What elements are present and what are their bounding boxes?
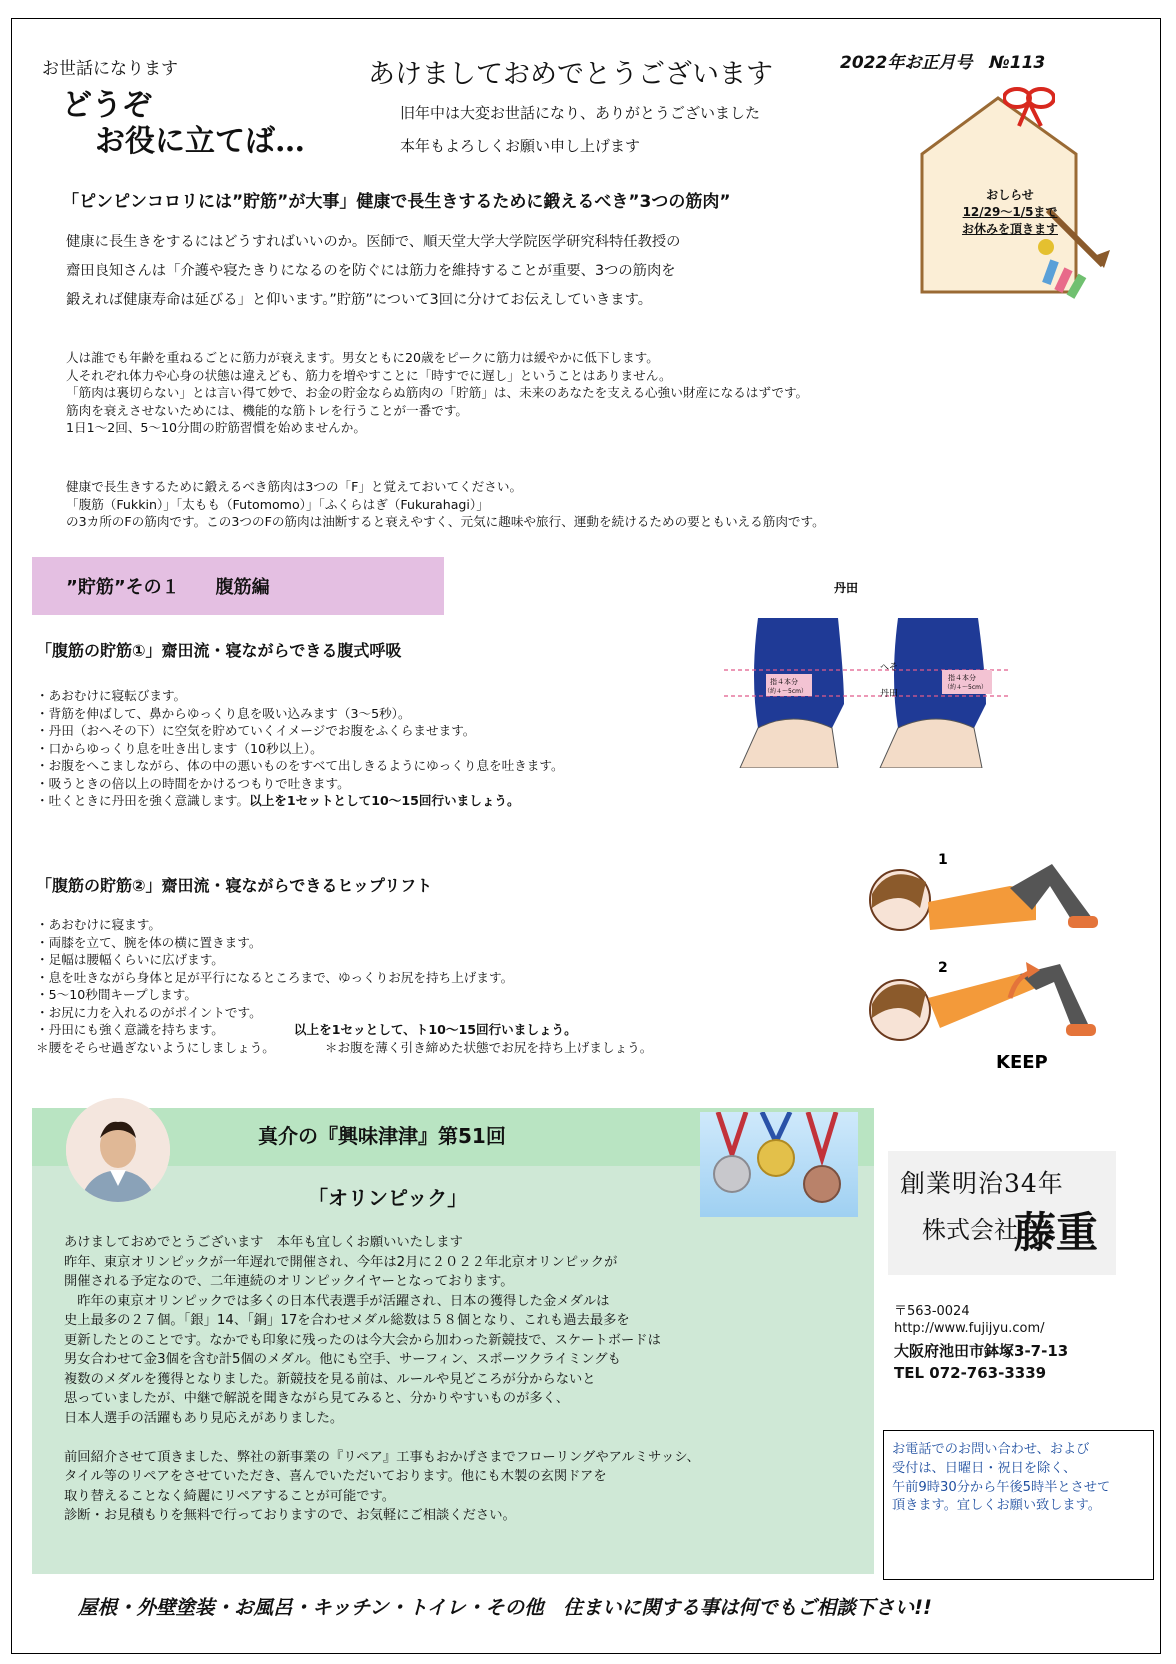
- paragraph-line: 1日1～2回、5～10分間の貯筋習慣を始めませんか。: [66, 420, 366, 435]
- contact-hours-box: [883, 1430, 1154, 1580]
- notice-dates: 12/29～1/5まで: [962, 205, 1058, 219]
- list-item: ・丹田（おへその下）に空気を貯めていくイメージでお腹をふくらませます。: [36, 723, 476, 738]
- list-item: [36, 1039, 652, 1057]
- column-line: [64, 1428, 700, 1448]
- article-headline: 「ピンピンコロリには”貯筋”が大事」健康で長生きするために鍛えるべき”3つの筋肉”: [62, 192, 731, 212]
- step-1-number: 1: [938, 852, 948, 868]
- medal-image: [700, 1112, 858, 1217]
- paragraph-line: 「腹筋（Fukkin）」「太もも（Futomomo）」「ふくらはぎ（Fukurahagi）」: [66, 496, 489, 512]
- finger-size-left: （約４～5cm）: [764, 688, 807, 695]
- column-line: 取り替えることなく綺麗にリペアすることが可能です。: [64, 1488, 396, 1504]
- column-line: 昨年、東京オリンピックが一年遅れで開催され、今年は2月に２０２２年北京オリンピックが: [64, 1254, 618, 1270]
- finger-size-right: （約４～5cm）: [944, 684, 987, 691]
- danden-title: 丹田: [834, 581, 859, 595]
- finger-label-right: 指４本分: [948, 674, 976, 682]
- danden-label: 丹田: [880, 689, 899, 699]
- column-line: タイル等のリペアをさせていただき、喜んでいただいております。他にも木製の玄関ドアを: [64, 1469, 607, 1484]
- list-item: ・5～10秒間キープします。: [36, 987, 197, 1002]
- article-intro: [66, 228, 680, 315]
- exercise-1-title: 「腹筋の貯筋①」齋田流・寝ながらできる腹式呼吸: [36, 641, 402, 660]
- danden-figure: [720, 578, 1040, 772]
- exercise-1-list: [36, 687, 564, 810]
- paragraph-line: 「筋肉は裏切らない」とは言い得て妙で、お金の貯金ならぬ筋肉の「貯筋」は、未来のあなたを支える心強い財産になるはずです。: [66, 385, 809, 400]
- greeting-line-2: 本年もよろしくお願い申し上げます: [400, 137, 641, 155]
- logo-name: 藤重: [1014, 1208, 1099, 1257]
- list-item: ・あおむけに寝転びます。: [36, 688, 187, 703]
- list-item: [36, 792, 564, 810]
- column-line: 診断・お見積もりを無料で行っておりますので、お気軽にご相談ください。: [64, 1508, 516, 1523]
- medals-icon: [700, 1112, 858, 1217]
- ribbon-icon: [1003, 84, 1055, 128]
- section-title: ”貯筋”その１ 腹筋編: [66, 577, 270, 598]
- column-line: 前回紹介させて頂きました、弊社の新事業の『リペア』工事もおかげさまでフローリングやアルミサッシ、: [64, 1449, 700, 1465]
- column-line: 開催される予定なので、二年連続のオリンピックイヤーとなっております。: [64, 1274, 514, 1289]
- issue-number: 2022年お正月号 №113: [840, 53, 1046, 73]
- caution-note: ＊お腹を薄く引き締めた状態でお尻を持ち上げましょう。: [324, 1039, 653, 1055]
- list-item: ・あおむけに寝ます。: [36, 917, 161, 932]
- column-line: 思っていましたが、中継で解説を聞きながら見てみると、分かりやすいものが多く、: [64, 1391, 570, 1406]
- handwritten-greeting-1: お世話になります: [42, 59, 178, 79]
- logo-founding: 創業明治34年: [900, 1169, 1064, 1198]
- column-line: 史上最多の２７個。「銀」14、「銅」17を合わせメダル総数は５８個となり、これも過去最多を: [64, 1313, 630, 1328]
- company-tel: TEL 072-763-3339: [894, 1364, 1047, 1382]
- article-paragraph-1: [66, 349, 808, 437]
- column-line: 日本人選手の活躍もあり見応えがありました。: [64, 1410, 344, 1426]
- page-title: あけましておめでとうございます: [368, 59, 773, 90]
- keep-label: KEEP: [996, 1052, 1048, 1073]
- company-zip: 〒563-0024: [894, 1304, 970, 1319]
- heso-label: へそ: [880, 663, 899, 673]
- caution-note: ＊腰をそらせ過ぎないようにしましょう。: [36, 1039, 275, 1055]
- list-item: ・口からゆっくり息を吐き出します（10秒以上）。: [36, 740, 323, 756]
- company-address: 大阪府池田市鉢塚3-7-13: [894, 1342, 1069, 1360]
- list-item: ・吸うときの倍以上の時間をかけるつもりで吐きます。: [36, 775, 350, 791]
- hip-lift-illustration: [860, 848, 1120, 1082]
- footer-slogan: 屋根・外壁塗装・お風呂・キッチン・トイレ・その他 住まいに関する事は何でもご相談下さい!!: [78, 1596, 932, 1619]
- company-url[interactable]: http://www.fujijyu.com/: [894, 1321, 1045, 1336]
- column-line: 男女合わせて金3個を含む計5個のメダル。他にも空手、サーフィン、スポーツクライミングも: [64, 1352, 621, 1367]
- list-item: ・背筋を伸ばして、鼻からゆっくり息を吸い込みます（3～5秒）。: [36, 705, 411, 721]
- exercise-2-title: 「腹筋の貯筋②」齋田流・寝ながらできるヒップリフト: [36, 876, 433, 895]
- list-item: ・足幅は腰幅くらいに広げます。: [36, 952, 224, 967]
- greeting-line-1: 旧年中は大変お世話になり、ありがとうございました: [400, 104, 761, 122]
- column-body: [64, 1233, 700, 1526]
- repetition-note: 以上を1セッとして、ト10～15回行いましょう。: [293, 1022, 577, 1037]
- section-band: [32, 557, 444, 615]
- list-item-text: ・丹田にも強く意識を持ちます。: [36, 1022, 224, 1037]
- column-title: 真介の『興味津津』第51回: [258, 1124, 506, 1148]
- intro-line: 齋田良知さんは「介護や寝たきりになるのを防ぐには筋力を維持することが重要、3つの筋肉を: [66, 263, 676, 279]
- list-item: ・お腹をへこましながら、体の中の悪いものをすべて出しきるようにゆっくり息を吐きます。: [36, 758, 564, 773]
- intro-line: 健康に長生きをするにはどうすればいいのか。医師で、順天堂大学大学院医学研究科特任教授の: [66, 234, 681, 250]
- column-line: 昨年の東京オリンピックでは多くの日本代表選手が活躍され、日本の獲得した金メダルは: [64, 1293, 610, 1309]
- ema-ribbon: [1003, 84, 1055, 132]
- handwritten-greeting-3: お役に立てば…: [95, 124, 305, 159]
- paragraph-line: の3カ所のFの筋肉です。この3つのFの筋肉は油断すると衰えやすく、元気に趣味や旅行、運動を続けるための要ともいえる筋肉です。: [66, 514, 825, 529]
- exercise-figure: [860, 848, 1120, 1078]
- repetition-note: 以上を1セットとして10～15回行いましょう。: [249, 793, 520, 808]
- intro-line: 鍛えれば健康寿命は延びる」と仰います。”貯筋”について3回に分けてお伝えしていきます。: [66, 292, 653, 308]
- column-line: 更新したとのことです。なかでも印象に残ったのは今大会から加わった新競技で、スケートボードは: [64, 1332, 661, 1348]
- column-line: あけましておめでとうございます 本年も宜しくお願いいたします: [64, 1235, 463, 1250]
- list-item: ・息を吐きながら身体と足が平行になるところまで、ゆっくりお尻を持ち上げます。: [36, 969, 514, 985]
- person-icon: [66, 1098, 170, 1202]
- handwritten-greeting-2: どうぞ: [62, 88, 152, 123]
- column-line: 複数のメダルを獲得となりました。新競技を見る前は、ルールや見どころが分からないと: [64, 1371, 596, 1387]
- finger-label-left: 指４本分: [770, 678, 798, 686]
- paragraph-line: 人は誰でも年齢を重ねるごとに筋力が衰えます。男女ともに20歳をピークに筋力は緩やかに低下します。: [66, 350, 659, 365]
- step-2-number: 2: [938, 960, 948, 976]
- torso-illustration: [720, 578, 1040, 768]
- column-subtitle: 「オリンピック」: [308, 1186, 468, 1210]
- exercise-2-list: [36, 916, 652, 1056]
- paragraph-line: 筋肉を衰えさせないためには、機能的な筋トレを行うことが一番です。: [66, 402, 468, 418]
- notice-text: [950, 186, 1070, 237]
- list-item-text: ・吐くときに丹田を強く意識します。: [36, 793, 250, 808]
- contact-line: 受付は、日曜日・祝日を除く、: [892, 1460, 1077, 1476]
- list-item: ・お尻に力を入れるのがポイントです。: [36, 1004, 262, 1020]
- author-avatar: [66, 1098, 170, 1202]
- paragraph-line: 人それぞれ体力や心身の状態は違えども、筋力を増やすことに「時すでに遅し」ということはありません。: [66, 367, 672, 383]
- notice-closed: お休みを頂きます: [961, 222, 1058, 236]
- logo-corporation: 株式会社: [922, 1216, 1018, 1244]
- list-item: [36, 1021, 652, 1039]
- notice-title: おしらせ: [986, 188, 1034, 202]
- list-item: ・両膝を立て、腕を体の横に置きます。: [36, 934, 262, 950]
- paragraph-line: 健康で長生きするために鍛えるべき筋肉は3つの「F」と覚えておいてください。: [66, 479, 523, 494]
- contact-line: 頂きます。宜しくお願い致します。: [892, 1498, 1101, 1514]
- contact-line: お電話でのお問い合わせ、および: [892, 1442, 1090, 1457]
- contact-line: 午前9時30分から午後5時半とさせて: [892, 1479, 1111, 1495]
- article-paragraph-2: [66, 478, 825, 531]
